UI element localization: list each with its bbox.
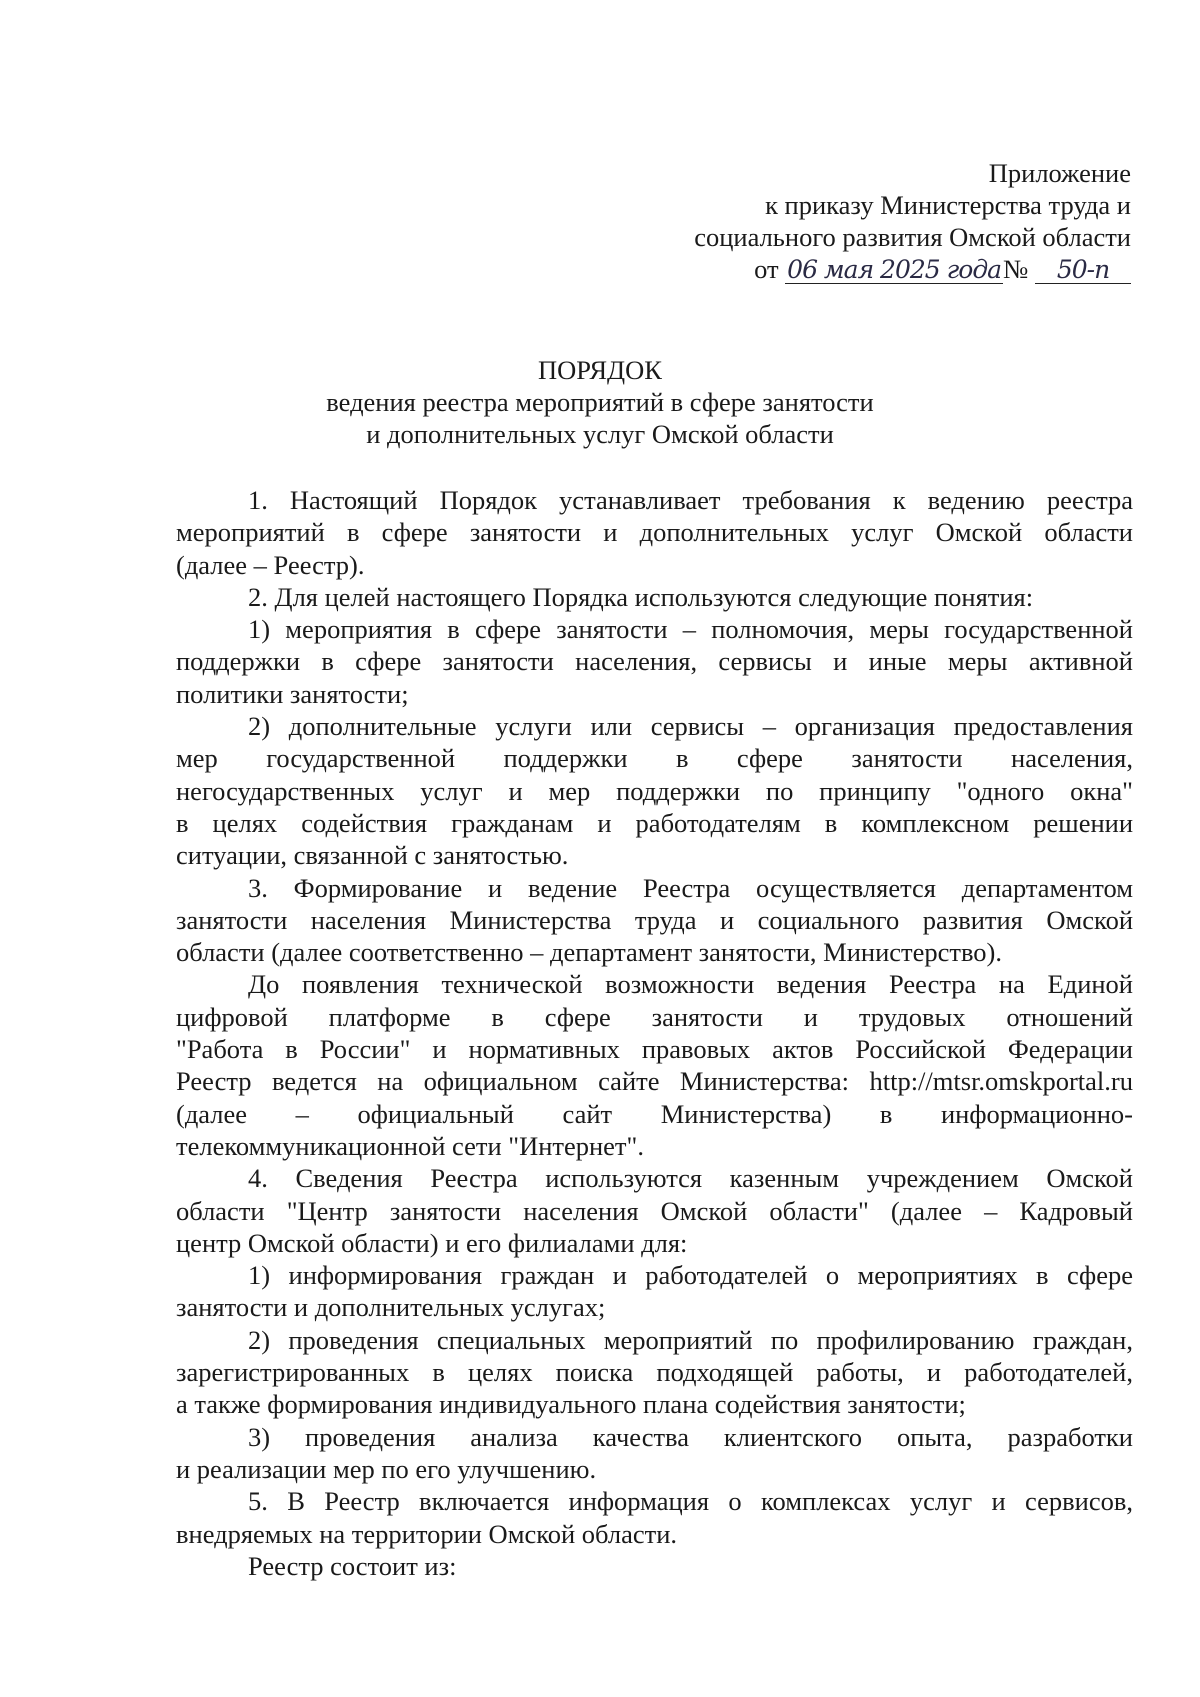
body-line: телекоммуникационной сети "Интернет".	[176, 1130, 644, 1161]
document-body	[176, 484, 1133, 1582]
order-reference-line: к приказу Министерства труда и	[765, 190, 1131, 220]
body-line: занятости и дополнительных услугах;	[176, 1292, 606, 1323]
date-prefix: от	[754, 254, 779, 284]
handwritten-number	[1035, 256, 1131, 284]
body-line: мероприятий в сфере занятости и дополнительных услуг Омской области	[176, 517, 1133, 548]
body-line: 2) дополнительные услуги или сервисы – организация предоставления	[248, 711, 1133, 742]
body-line: зарегистрированных в целях поиска подходящей работы, и работодателей,	[176, 1357, 1133, 1388]
appendix-header	[571, 157, 1131, 285]
body-line: 5. В Реестр включается информация о комплексах услуг и сервисов,	[248, 1486, 1133, 1517]
date-number-line	[571, 253, 1131, 285]
title-subtitle-2: и дополнительных услуг Омской области	[366, 419, 834, 449]
handwritten-date	[785, 256, 1003, 284]
body-line: в целях содействия гражданам и работодателям в комплексном решении	[176, 807, 1133, 838]
body-line: 4. Сведения Реестра используются казенным учреждением Омской	[248, 1163, 1133, 1194]
handwritten-date-text: 06 мая 2025 года	[787, 255, 1002, 284]
body-line: занятости населения Министерства труда и социального развития Омской	[176, 904, 1133, 935]
body-line: и реализации мер по его улучшению.	[176, 1453, 597, 1484]
body-line: мер государственной поддержки в сфере занятости населения,	[176, 743, 1133, 774]
document-title	[0, 354, 1200, 450]
body-line: "Работа в России" и нормативных правовых актов Российской Федерации	[176, 1034, 1133, 1065]
ministry-name-line: социального развития Омской области	[694, 222, 1131, 252]
body-line: 3) проведения анализа качества клиентского опыта, разработки	[248, 1421, 1133, 1452]
body-line: области (далее соответственно – департамент занятости, Министерство).	[176, 937, 1003, 968]
body-line: 1) информирования граждан и работодателей о мероприятиях в сфере	[248, 1260, 1133, 1291]
appendix-label: Приложение	[988, 158, 1131, 188]
body-line: До появления технической возможности ведения Реестра на Единой	[248, 969, 1133, 1000]
number-sign: №	[1003, 254, 1029, 284]
body-line: центр Омской области) и его филиалами для:	[176, 1227, 688, 1258]
body-line: ситуации, связанной с занятостью.	[176, 840, 569, 871]
body-line: 3. Формирование и ведение Реестра осуществляется департаментом	[248, 872, 1133, 903]
body-line: 1) мероприятия в сфере занятости – полномочия, меры государственной	[248, 614, 1133, 645]
body-line: области "Центр занятости населения Омской области" (далее – Кадровый	[176, 1195, 1133, 1226]
body-line: внедряемых на территории Омской области.	[176, 1518, 678, 1549]
title-main: ПОРЯДОК	[538, 355, 662, 385]
body-line: а также формирования индивидуального плана содействия занятости;	[176, 1389, 966, 1420]
body-line: 1. Настоящий Порядок устанавливает требования к ведению реестра	[248, 485, 1133, 515]
body-line: 2. Для целей настоящего Порядка используются следующие понятия:	[248, 581, 1034, 612]
body-line: Реестр ведется на официальном сайте Министерства: http://mtsr.omskportal.ru	[176, 1066, 1133, 1097]
title-subtitle-1: ведения реестра мероприятий в сфере занятости	[326, 387, 874, 417]
body-line: (далее – официальный сайт Министерства) в информационно-	[176, 1098, 1133, 1129]
body-line: политики занятости;	[176, 678, 409, 709]
body-line: негосударственных услуг и мер поддержки по принципу "одного окна"	[176, 775, 1133, 806]
body-line: 2) проведения специальных мероприятий по профилированию граждан,	[248, 1324, 1133, 1355]
body-line: цифровой платформе в сфере занятости и трудовых отношений	[176, 1001, 1133, 1032]
body-line: Реестр состоит из:	[248, 1550, 457, 1581]
body-line: (далее – Реестр).	[176, 549, 365, 580]
body-line: поддержки в сфере занятости населения, сервисы и иные меры активной	[176, 646, 1133, 677]
handwritten-number-text: 50-п	[1056, 255, 1110, 284]
